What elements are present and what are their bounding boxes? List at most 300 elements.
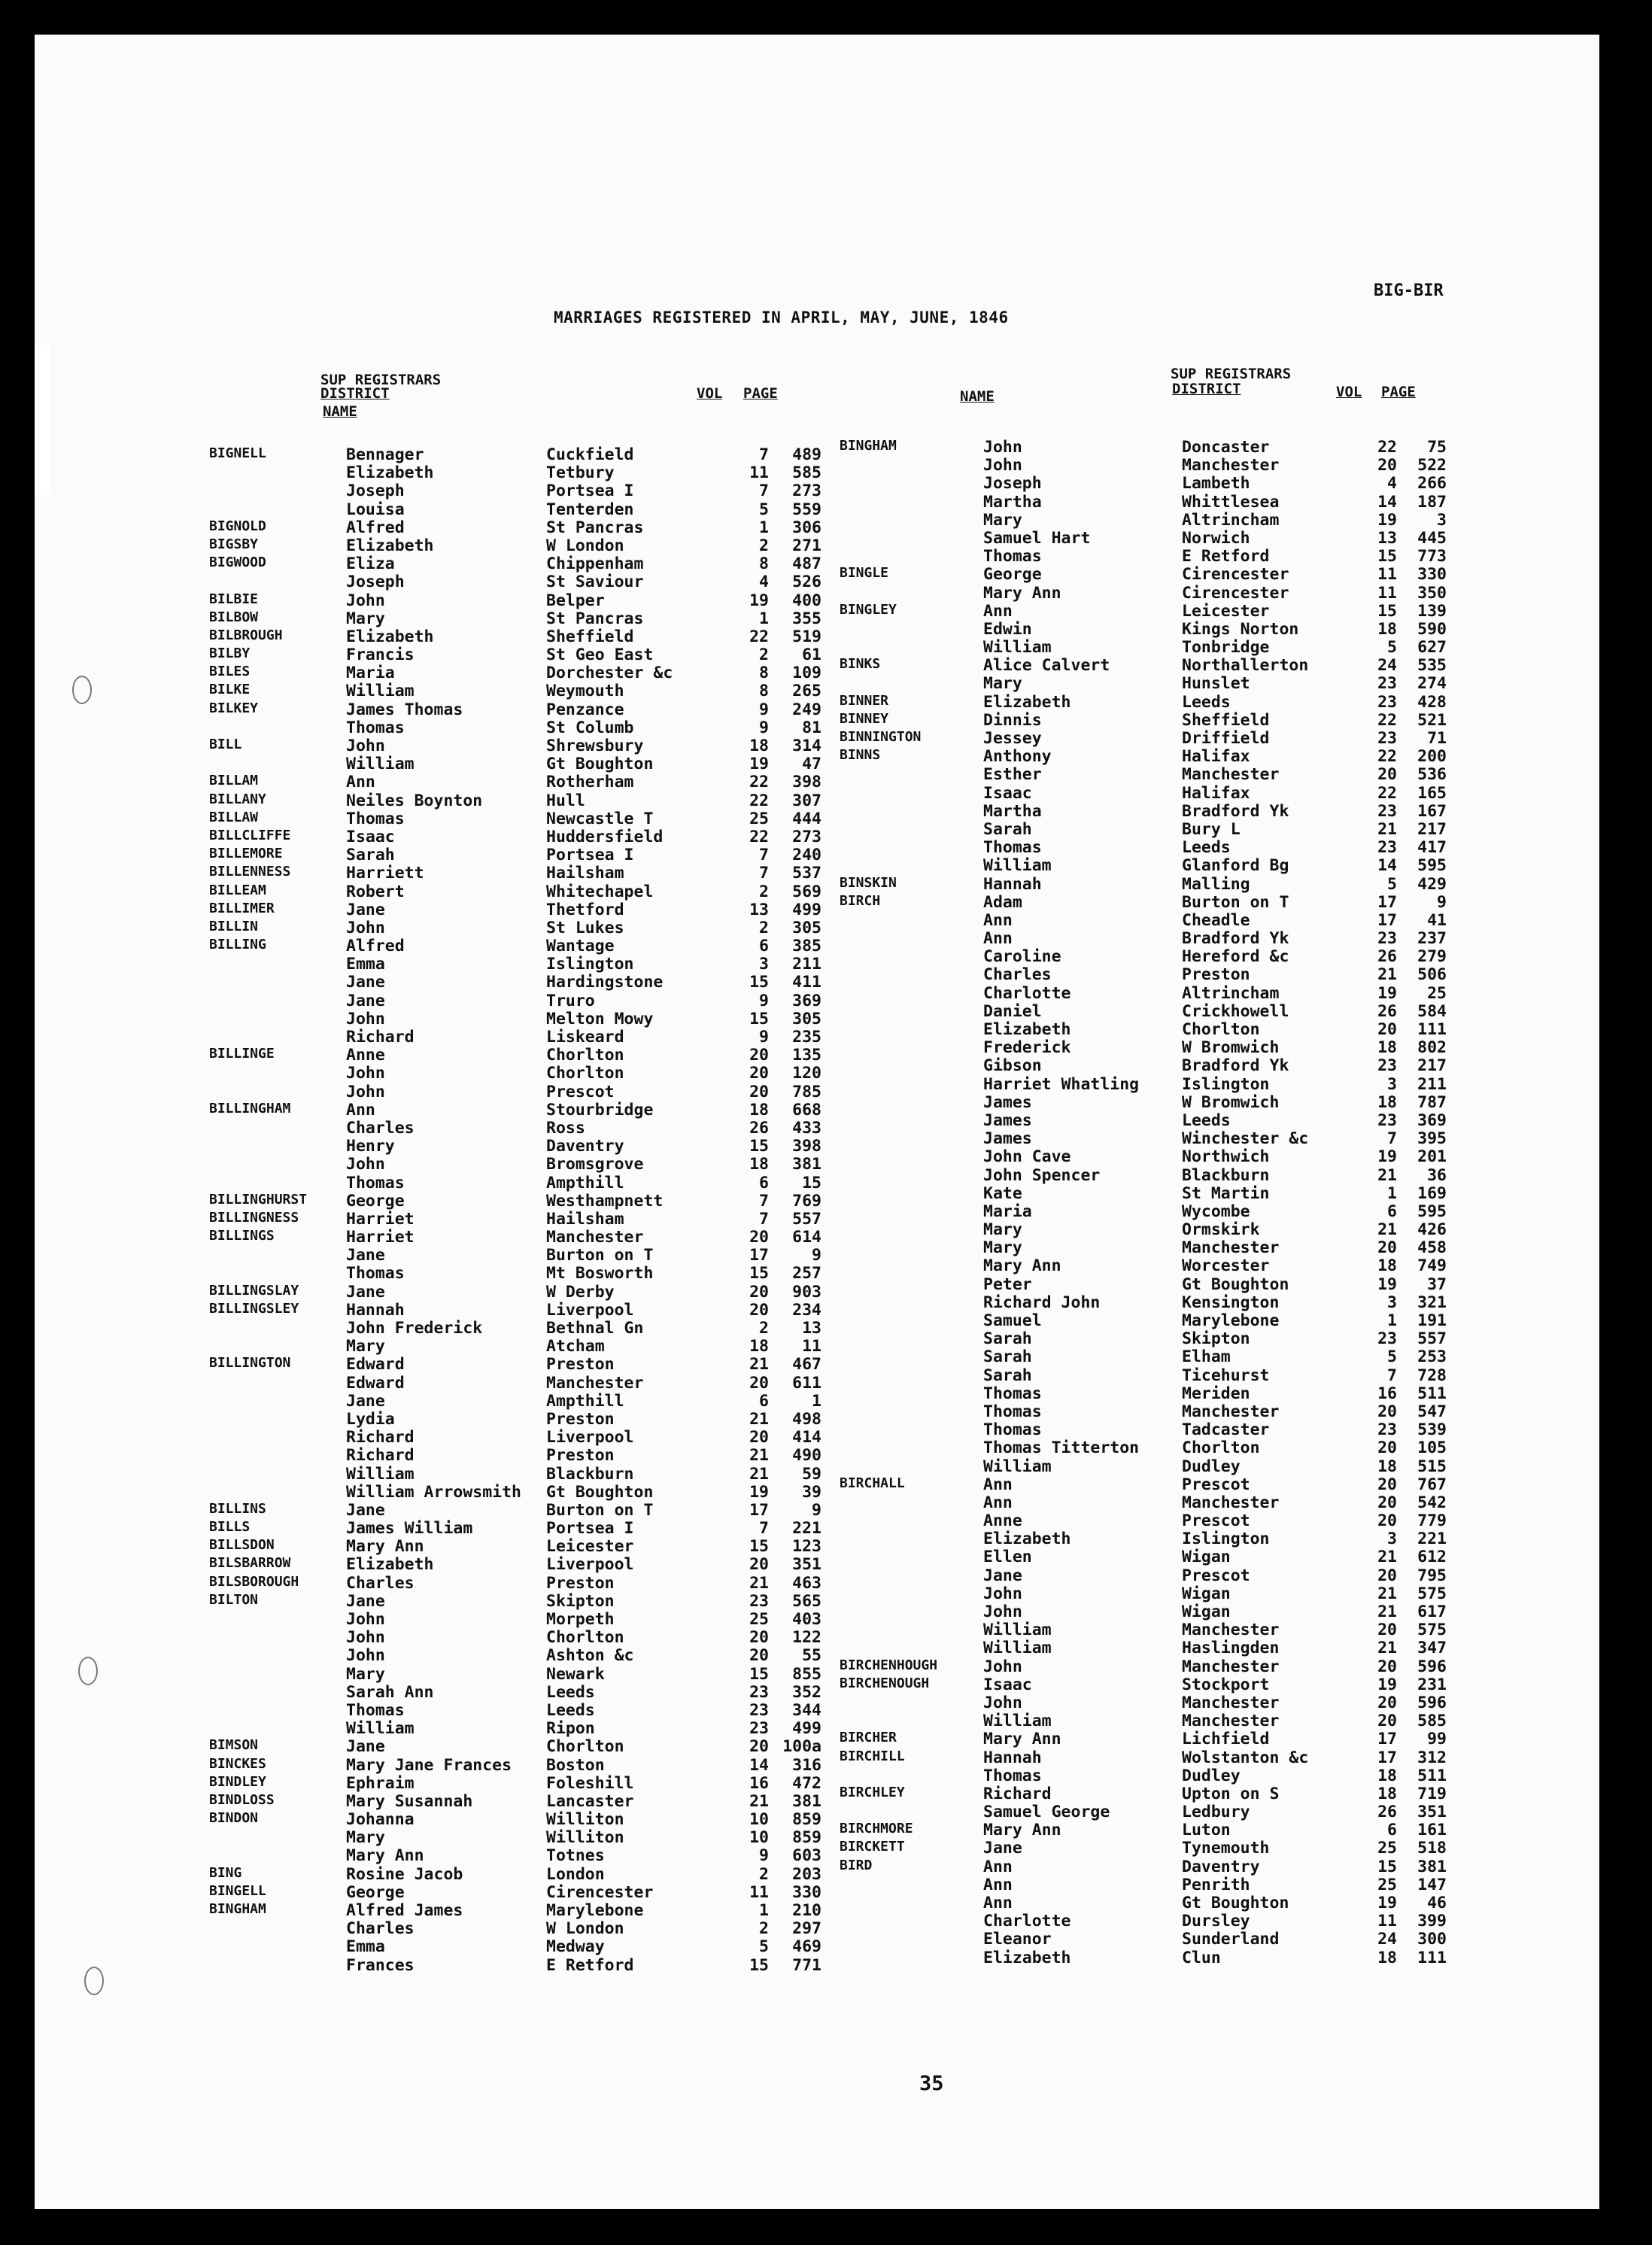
page-ref: 369 xyxy=(792,991,821,1010)
volume: 21 xyxy=(1377,1584,1397,1603)
given-name: John xyxy=(346,1009,385,1028)
surname: BINGLE xyxy=(840,565,889,582)
surname: BINNINGTON xyxy=(840,729,922,745)
page-header-right: PAGE xyxy=(1381,384,1416,400)
district: Hunslet xyxy=(1182,674,1250,694)
page-ref: 109 xyxy=(792,664,821,683)
given-name: Isaac xyxy=(346,827,395,846)
page-ref: 569 xyxy=(792,882,821,901)
page-ref: 802 xyxy=(1417,1038,1447,1058)
volume: 2 xyxy=(759,882,769,901)
district: Halifax xyxy=(1182,747,1250,767)
district: Manchester xyxy=(1182,1402,1280,1421)
given-name: Elizabeth xyxy=(346,463,434,483)
surname: BINGELL xyxy=(209,1882,266,1899)
page-ref: 728 xyxy=(1417,1366,1447,1385)
volume: 18 xyxy=(1377,1948,1397,1967)
given-name: William xyxy=(346,755,415,774)
volume: 21 xyxy=(749,1446,769,1466)
given-name: Anthony xyxy=(983,747,1052,767)
surname: BINNS xyxy=(840,747,881,764)
page-ref: 417 xyxy=(1417,838,1447,858)
district: Skipton xyxy=(546,1591,615,1611)
given-name: James Thomas xyxy=(346,700,463,719)
given-name: Joseph xyxy=(983,474,1042,494)
page-ref: 13 xyxy=(802,1319,821,1338)
given-name: Samuel George xyxy=(983,1803,1110,1822)
given-name: Richard xyxy=(346,1028,415,1047)
district: Preston xyxy=(546,1573,615,1593)
volume: 17 xyxy=(1377,910,1397,930)
page-ref: 200 xyxy=(1417,747,1447,767)
district: Gt Boughton xyxy=(1182,1894,1289,1912)
surname-range: BIG-BIR xyxy=(1374,281,1444,300)
volume: 15 xyxy=(749,1264,769,1284)
page-ref: 120 xyxy=(792,1064,821,1083)
volume: 23 xyxy=(1377,674,1397,694)
volume: 14 xyxy=(1377,856,1397,876)
volume: 1 xyxy=(759,518,769,537)
district: Ticehurst xyxy=(1182,1366,1270,1385)
district: Hardingstone xyxy=(546,973,664,992)
volume: 16 xyxy=(749,1773,769,1793)
page-ref: 300 xyxy=(1417,1930,1447,1949)
given-name: Jane xyxy=(346,973,385,992)
volume: 15 xyxy=(749,1955,769,1975)
volume: 2 xyxy=(759,1319,769,1338)
page-ref: 316 xyxy=(792,1755,821,1775)
surname: BIGNELL xyxy=(209,445,266,461)
volume: 26 xyxy=(749,1118,769,1138)
given-name: Thomas Titterton xyxy=(983,1438,1140,1458)
surname: BILKE xyxy=(209,682,251,698)
volume: 5 xyxy=(1387,1347,1397,1367)
given-name: Ann xyxy=(983,1875,1013,1894)
given-name: Dinnis xyxy=(983,710,1042,730)
page-ref: 426 xyxy=(1417,1220,1447,1240)
district: Ormskirk xyxy=(1182,1220,1260,1240)
surname: BINKS xyxy=(840,656,881,673)
volume: 11 xyxy=(1377,565,1397,585)
volume: 23 xyxy=(1377,692,1397,712)
district: Kings Norton xyxy=(1182,619,1299,639)
page-ref: 297 xyxy=(792,1919,821,1939)
volume: 1 xyxy=(1387,1311,1397,1330)
volume: 6 xyxy=(759,937,769,956)
volume: 7 xyxy=(759,1191,769,1211)
volume: 20 xyxy=(1377,1657,1397,1676)
given-name: Edward xyxy=(346,1355,405,1375)
volume: 23 xyxy=(1377,838,1397,858)
given-name: Emma xyxy=(346,1937,385,1957)
volume: 19 xyxy=(749,1482,769,1502)
district: Winchester &c xyxy=(1182,1129,1309,1149)
given-name: Sarah Ann xyxy=(346,1682,434,1702)
volume: 23 xyxy=(1377,1420,1397,1440)
page-ref: 596 xyxy=(1417,1657,1447,1676)
volume: 21 xyxy=(1377,1165,1397,1185)
district: St Martin xyxy=(1182,1183,1270,1203)
district: Williton xyxy=(546,1828,624,1848)
district: Lambeth xyxy=(1182,474,1250,494)
volume: 7 xyxy=(1387,1366,1397,1385)
page-ref: 257 xyxy=(792,1264,821,1284)
given-name: Charles xyxy=(983,965,1052,985)
district: Wolstanton &c xyxy=(1182,1748,1309,1767)
district: Tenterden xyxy=(546,500,634,519)
volume: 20 xyxy=(749,1282,769,1302)
given-name: Mary Ann xyxy=(983,1821,1061,1840)
surname: BIRCHALL xyxy=(840,1475,905,1491)
district: Bradford Yk xyxy=(1182,929,1289,949)
volume: 23 xyxy=(1377,1329,1397,1349)
page-ref: 575 xyxy=(1417,1621,1447,1640)
district: Cirencester xyxy=(1182,565,1289,585)
given-name: William xyxy=(983,1712,1052,1731)
page-ref: 253 xyxy=(1417,1347,1447,1367)
page-ref: 490 xyxy=(792,1446,821,1466)
page-ref: 585 xyxy=(1417,1712,1447,1731)
volume: 7 xyxy=(759,1209,769,1229)
volume: 23 xyxy=(1377,1110,1397,1130)
page-ref: 211 xyxy=(1417,1074,1447,1094)
page-ref: 795 xyxy=(1417,1566,1447,1585)
given-name: Jane xyxy=(346,991,385,1010)
volume: 26 xyxy=(1377,1001,1397,1021)
volume: 20 xyxy=(1377,765,1397,785)
page-ref: 237 xyxy=(1417,929,1447,949)
volume: 22 xyxy=(1377,747,1397,767)
surname: BILKEY xyxy=(209,700,259,716)
district: Atcham xyxy=(546,1337,605,1356)
given-name: Peter xyxy=(983,1274,1032,1294)
volume: 23 xyxy=(749,1682,769,1702)
district: Dorchester &c xyxy=(546,664,673,683)
volume: 20 xyxy=(1377,1566,1397,1585)
given-name: Alice Calvert xyxy=(983,656,1110,676)
page-ref: 411 xyxy=(792,973,821,992)
page-ref: 273 xyxy=(792,482,821,501)
district: Manchester xyxy=(1182,456,1280,475)
district: Upton on S xyxy=(1182,1784,1280,1803)
given-name: Alfred James xyxy=(346,1901,463,1920)
volume: 1 xyxy=(759,609,769,628)
volume: 24 xyxy=(1377,1930,1397,1949)
surname: BIRD xyxy=(840,1857,873,1873)
page-ref: 39 xyxy=(802,1482,821,1502)
given-name: Mary xyxy=(346,609,385,628)
district: Tetbury xyxy=(546,463,615,483)
given-name: William xyxy=(346,682,415,701)
page-ref: 122 xyxy=(792,1628,821,1648)
given-name: William xyxy=(983,856,1052,876)
volume: 11 xyxy=(749,463,769,483)
given-name: Jane xyxy=(346,1591,385,1611)
page-ref: 81 xyxy=(802,718,821,737)
given-name: Mary Ann xyxy=(346,1846,424,1866)
given-name: Daniel xyxy=(983,1001,1042,1021)
district: Marylebone xyxy=(1182,1311,1280,1330)
page-header: PAGE xyxy=(743,385,778,402)
surname: BILLAW xyxy=(209,809,259,825)
volume: 21 xyxy=(749,1791,769,1811)
district: London xyxy=(546,1864,605,1884)
volume: 15 xyxy=(1377,601,1397,621)
surname: BIRCKETT xyxy=(840,1839,905,1855)
given-name: Johanna xyxy=(346,1810,415,1830)
page-ref: 526 xyxy=(792,573,821,592)
page-ref: 400 xyxy=(792,591,821,610)
page-ref: 217 xyxy=(1417,819,1447,839)
given-name: Kate xyxy=(983,1183,1022,1203)
volume: 7 xyxy=(759,482,769,501)
given-name: Sarah xyxy=(346,846,395,865)
volume: 11 xyxy=(1377,1912,1397,1931)
given-name: Neiles Boynton xyxy=(346,791,483,810)
volume: 15 xyxy=(1377,1857,1397,1876)
surname: BILLEAM xyxy=(209,882,266,898)
volume: 26 xyxy=(1377,1803,1397,1822)
district: Foleshill xyxy=(546,1773,634,1793)
district: Manchester xyxy=(546,1228,644,1247)
given-name: John xyxy=(983,1584,1022,1603)
page-ref: 381 xyxy=(792,1155,821,1174)
given-name: Mary xyxy=(346,1828,385,1848)
given-name: James William xyxy=(346,1519,473,1539)
given-name: Thomas xyxy=(983,1420,1042,1440)
page-ref: 111 xyxy=(1417,1020,1447,1039)
volume: 20 xyxy=(749,1046,769,1065)
volume: 6 xyxy=(759,1173,769,1192)
volume: 25 xyxy=(1377,1875,1397,1894)
district: Manchester xyxy=(1182,1657,1280,1676)
page-ref: 55 xyxy=(802,1646,821,1666)
district: E Retford xyxy=(1182,547,1270,567)
district: Worcester xyxy=(1182,1256,1270,1276)
given-name: Frances xyxy=(346,1955,415,1975)
page-ref: 565 xyxy=(792,1591,821,1611)
given-name: John Spencer xyxy=(983,1165,1101,1185)
district: Preston xyxy=(546,1355,615,1375)
surname: BIRCHENHOUGH xyxy=(840,1657,938,1673)
given-name: Thomas xyxy=(983,1402,1042,1421)
volume: 20 xyxy=(749,1064,769,1083)
district: Ampthill xyxy=(546,1173,624,1192)
volume: 23 xyxy=(749,1591,769,1611)
district: Tonbridge xyxy=(1182,638,1270,658)
district: Ampthill xyxy=(546,1391,624,1411)
district: Rotherham xyxy=(546,773,634,792)
surname: BILES xyxy=(209,664,251,680)
volume: 9 xyxy=(759,991,769,1010)
given-name: Harriett xyxy=(346,864,424,883)
given-name: Lydia xyxy=(346,1409,395,1429)
page-ref: 3 xyxy=(1437,510,1447,530)
volume: 11 xyxy=(749,1882,769,1902)
volume: 22 xyxy=(749,773,769,792)
given-name: Sarah xyxy=(983,1347,1032,1367)
district: Chorlton xyxy=(1182,1020,1260,1039)
given-name: John xyxy=(983,1693,1022,1712)
given-name: Ann xyxy=(983,910,1013,930)
surname: BILLCLIFFE xyxy=(209,827,291,843)
district: Whitechapel xyxy=(546,882,654,901)
volume: 20 xyxy=(1377,1621,1397,1640)
volume: 10 xyxy=(749,1828,769,1848)
given-name: Joseph xyxy=(346,482,405,501)
page-ref: 463 xyxy=(792,1573,821,1593)
page-ref: 330 xyxy=(1417,565,1447,585)
page-ref: 787 xyxy=(1417,1092,1447,1112)
page-ref: 536 xyxy=(1417,765,1447,785)
volume: 2 xyxy=(759,646,769,665)
volume: 21 xyxy=(1377,1602,1397,1621)
volume: 17 xyxy=(1377,1748,1397,1767)
volume: 22 xyxy=(749,827,769,846)
district: Ripon xyxy=(546,1719,595,1739)
volume: 19 xyxy=(1377,983,1397,1003)
page-ref: 399 xyxy=(1417,1912,1447,1931)
district: Portsea I xyxy=(546,1519,634,1539)
given-name: John xyxy=(346,737,385,755)
given-name: William xyxy=(983,638,1052,658)
page-ref: 221 xyxy=(1417,1530,1447,1549)
volume: 22 xyxy=(1377,783,1397,803)
given-name: Gibson xyxy=(983,1056,1042,1076)
page-ref: 617 xyxy=(1417,1602,1447,1621)
district: St Lukes xyxy=(546,918,624,937)
volume: 18 xyxy=(1377,1784,1397,1803)
district: St Pancras xyxy=(546,518,644,537)
volume: 2 xyxy=(759,536,769,555)
volume: 14 xyxy=(1377,492,1397,512)
given-name: John Cave xyxy=(983,1147,1071,1167)
given-name: Thomas xyxy=(346,1264,405,1284)
page-ref: 506 xyxy=(1417,965,1447,985)
given-name: Mary Ann xyxy=(983,1730,1061,1749)
volume: 19 xyxy=(1377,1675,1397,1694)
given-name: Mary xyxy=(983,510,1022,530)
page-ref: 271 xyxy=(792,536,821,555)
district: Leeds xyxy=(1182,838,1231,858)
given-name: Thomas xyxy=(346,1173,405,1192)
volume: 10 xyxy=(749,1810,769,1830)
volume: 7 xyxy=(1387,1129,1397,1149)
page-ref: 221 xyxy=(792,1519,821,1539)
volume: 20 xyxy=(749,1646,769,1666)
volume: 2 xyxy=(759,1919,769,1939)
district: Northallerton xyxy=(1182,656,1309,676)
page-ref: 203 xyxy=(792,1864,821,1884)
district: Prescot xyxy=(1182,1511,1250,1531)
given-name: Martha xyxy=(983,492,1042,512)
given-name: Elizabeth xyxy=(983,1948,1071,1967)
volume: 19 xyxy=(1377,1894,1397,1912)
given-name: Elizabeth xyxy=(346,1555,434,1575)
volume: 3 xyxy=(759,955,769,974)
district: Gt Boughton xyxy=(546,755,654,774)
district: W Bromwich xyxy=(1182,1092,1280,1112)
page-ref: 9 xyxy=(812,1246,821,1265)
district: Northwich xyxy=(1182,1147,1270,1167)
volume: 18 xyxy=(749,1337,769,1356)
volume: 19 xyxy=(749,755,769,774)
given-name: Mary xyxy=(346,1337,385,1356)
page-ref: 351 xyxy=(1417,1803,1447,1822)
given-name: Emma xyxy=(346,955,385,974)
vol-header-right: VOL xyxy=(1336,384,1362,400)
page-ref: 201 xyxy=(1417,1147,1447,1167)
volume: 9 xyxy=(759,1846,769,1866)
given-name: Mary xyxy=(983,1238,1022,1258)
district: Wycombe xyxy=(1182,1201,1250,1221)
district: Altrincham xyxy=(1182,983,1280,1003)
page-ref: 211 xyxy=(792,955,821,974)
volume: 21 xyxy=(1377,1639,1397,1658)
surname: BILSBARROW xyxy=(209,1555,291,1572)
page-ref: 584 xyxy=(1417,1001,1447,1021)
given-name: Elizabeth xyxy=(346,627,434,646)
surname: BILLS xyxy=(209,1519,251,1536)
district: Hailsham xyxy=(546,864,624,883)
page-ref: 498 xyxy=(792,1409,821,1429)
page-ref: 99 xyxy=(1427,1730,1447,1749)
page-ref: 240 xyxy=(792,846,821,865)
given-name: Mary Ann xyxy=(983,1256,1061,1276)
page-ref: 47 xyxy=(802,755,821,774)
page-ref: 231 xyxy=(1417,1675,1447,1694)
given-name: Sarah xyxy=(983,1329,1032,1349)
page-ref: 139 xyxy=(1417,601,1447,621)
page-ref: 306 xyxy=(792,518,821,537)
page-ref: 627 xyxy=(1417,638,1447,658)
district: W London xyxy=(546,1919,624,1939)
district: Liverpool xyxy=(546,1555,634,1575)
page-ref: 11 xyxy=(802,1337,821,1356)
district: Blackburn xyxy=(1182,1165,1270,1185)
volume: 22 xyxy=(749,627,769,646)
volume: 17 xyxy=(749,1246,769,1265)
district: Preston xyxy=(546,1446,615,1466)
volume: 16 xyxy=(1377,1384,1397,1403)
district: Penzance xyxy=(546,700,624,719)
page-ref: 381 xyxy=(1417,1857,1447,1876)
surname: BINCKES xyxy=(209,1755,266,1772)
given-name: John xyxy=(346,1646,385,1666)
district: Belper xyxy=(546,591,605,610)
page-ref: 547 xyxy=(1417,1402,1447,1421)
page-ref: 518 xyxy=(1417,1839,1447,1858)
district: Islington xyxy=(546,955,634,974)
district: Prescot xyxy=(1182,1475,1250,1494)
district: Daventry xyxy=(546,1137,624,1156)
given-name: Bennager xyxy=(346,445,424,464)
page-ref: 445 xyxy=(1417,528,1447,548)
district: Leeds xyxy=(546,1682,595,1702)
given-name: Ephraim xyxy=(346,1773,415,1793)
punch-hole xyxy=(78,1657,98,1685)
surname: BINDLOSS xyxy=(209,1791,275,1808)
volume: 9 xyxy=(759,1028,769,1047)
district: W London xyxy=(546,536,624,555)
given-name: Jane xyxy=(346,1282,385,1302)
page-title: MARRIAGES REGISTERED IN APRIL, MAY, JUNE, 1846 xyxy=(554,308,1009,327)
district: Medway xyxy=(546,1937,605,1957)
district: Altrincham xyxy=(1182,510,1280,530)
surname: BILBROUGH xyxy=(209,627,283,643)
page-ref: 489 xyxy=(792,445,821,464)
given-name: Ann xyxy=(983,1493,1013,1512)
